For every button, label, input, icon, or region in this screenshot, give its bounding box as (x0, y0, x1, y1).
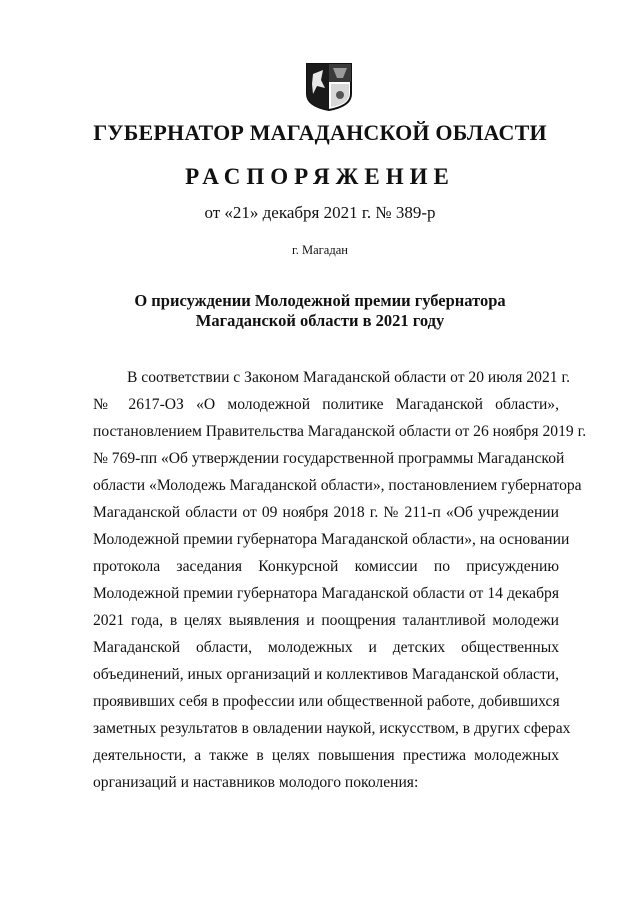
body-line: деятельности, а также в целях повышения престижа молодежных (93, 747, 559, 764)
governor-title: ГУБЕРНАТОР МАГАДАНСКОЙ ОБЛАСТИ (93, 120, 547, 145)
body-line: Молодежной премии губернатора Магаданской области», на основании (93, 531, 570, 548)
order-subject (0, 291, 640, 331)
body-line: № 2617-ОЗ «О молодежной политике Магаданской области», (93, 396, 559, 413)
subject-line: Магаданской области в 2021 году (195, 311, 445, 330)
order-body (93, 364, 587, 796)
body-line: постановлением Правительства Магаданской области от 26 ноября 2019 г. (93, 423, 587, 440)
body-line: заметных результатов в овладении наукой, искусством, в других сферах (93, 720, 571, 737)
magadan-coat-of-arms-icon (303, 60, 355, 112)
body-line: Молодежной премии губернатора Магаданской области от 14 декабря (93, 585, 559, 602)
body-line: Магаданской области, молодежных и детских общественных (93, 639, 559, 656)
city-name: г. Магадан (292, 243, 348, 257)
body-line: организаций и наставников молодого поколения: (93, 774, 419, 791)
body-line: Магаданской области от 09 ноября 2018 г. № 211-п «Об учреждении (93, 504, 559, 521)
order-title: РАСПОРЯЖЕНИЕ (185, 164, 455, 189)
body-line: В соответствии с Законом Магаданской области от 20 июля 2021 г. (127, 369, 571, 386)
body-line: проявивших себя в профессии или общественной работе, добившихся (93, 693, 560, 710)
body-line: области «Молодежь Магаданской области», постановлением губернатора (93, 477, 582, 494)
body-line: № 769-пп «Об утверждении государственной программы Магаданской (93, 450, 565, 467)
order-date-number: от «21» декабря 2021 г. № 389-р (204, 203, 436, 222)
subject-line: О присуждении Молодежной премии губернатора (134, 291, 506, 310)
body-line: объединений, иных организаций и коллективов Магаданской области, (93, 666, 559, 683)
body-line: протокола заседания Конкурсной комиссии по присуждению (93, 558, 559, 575)
body-line: 2021 года, в целях выявления и поощрения талантливой молодежи (93, 612, 559, 629)
